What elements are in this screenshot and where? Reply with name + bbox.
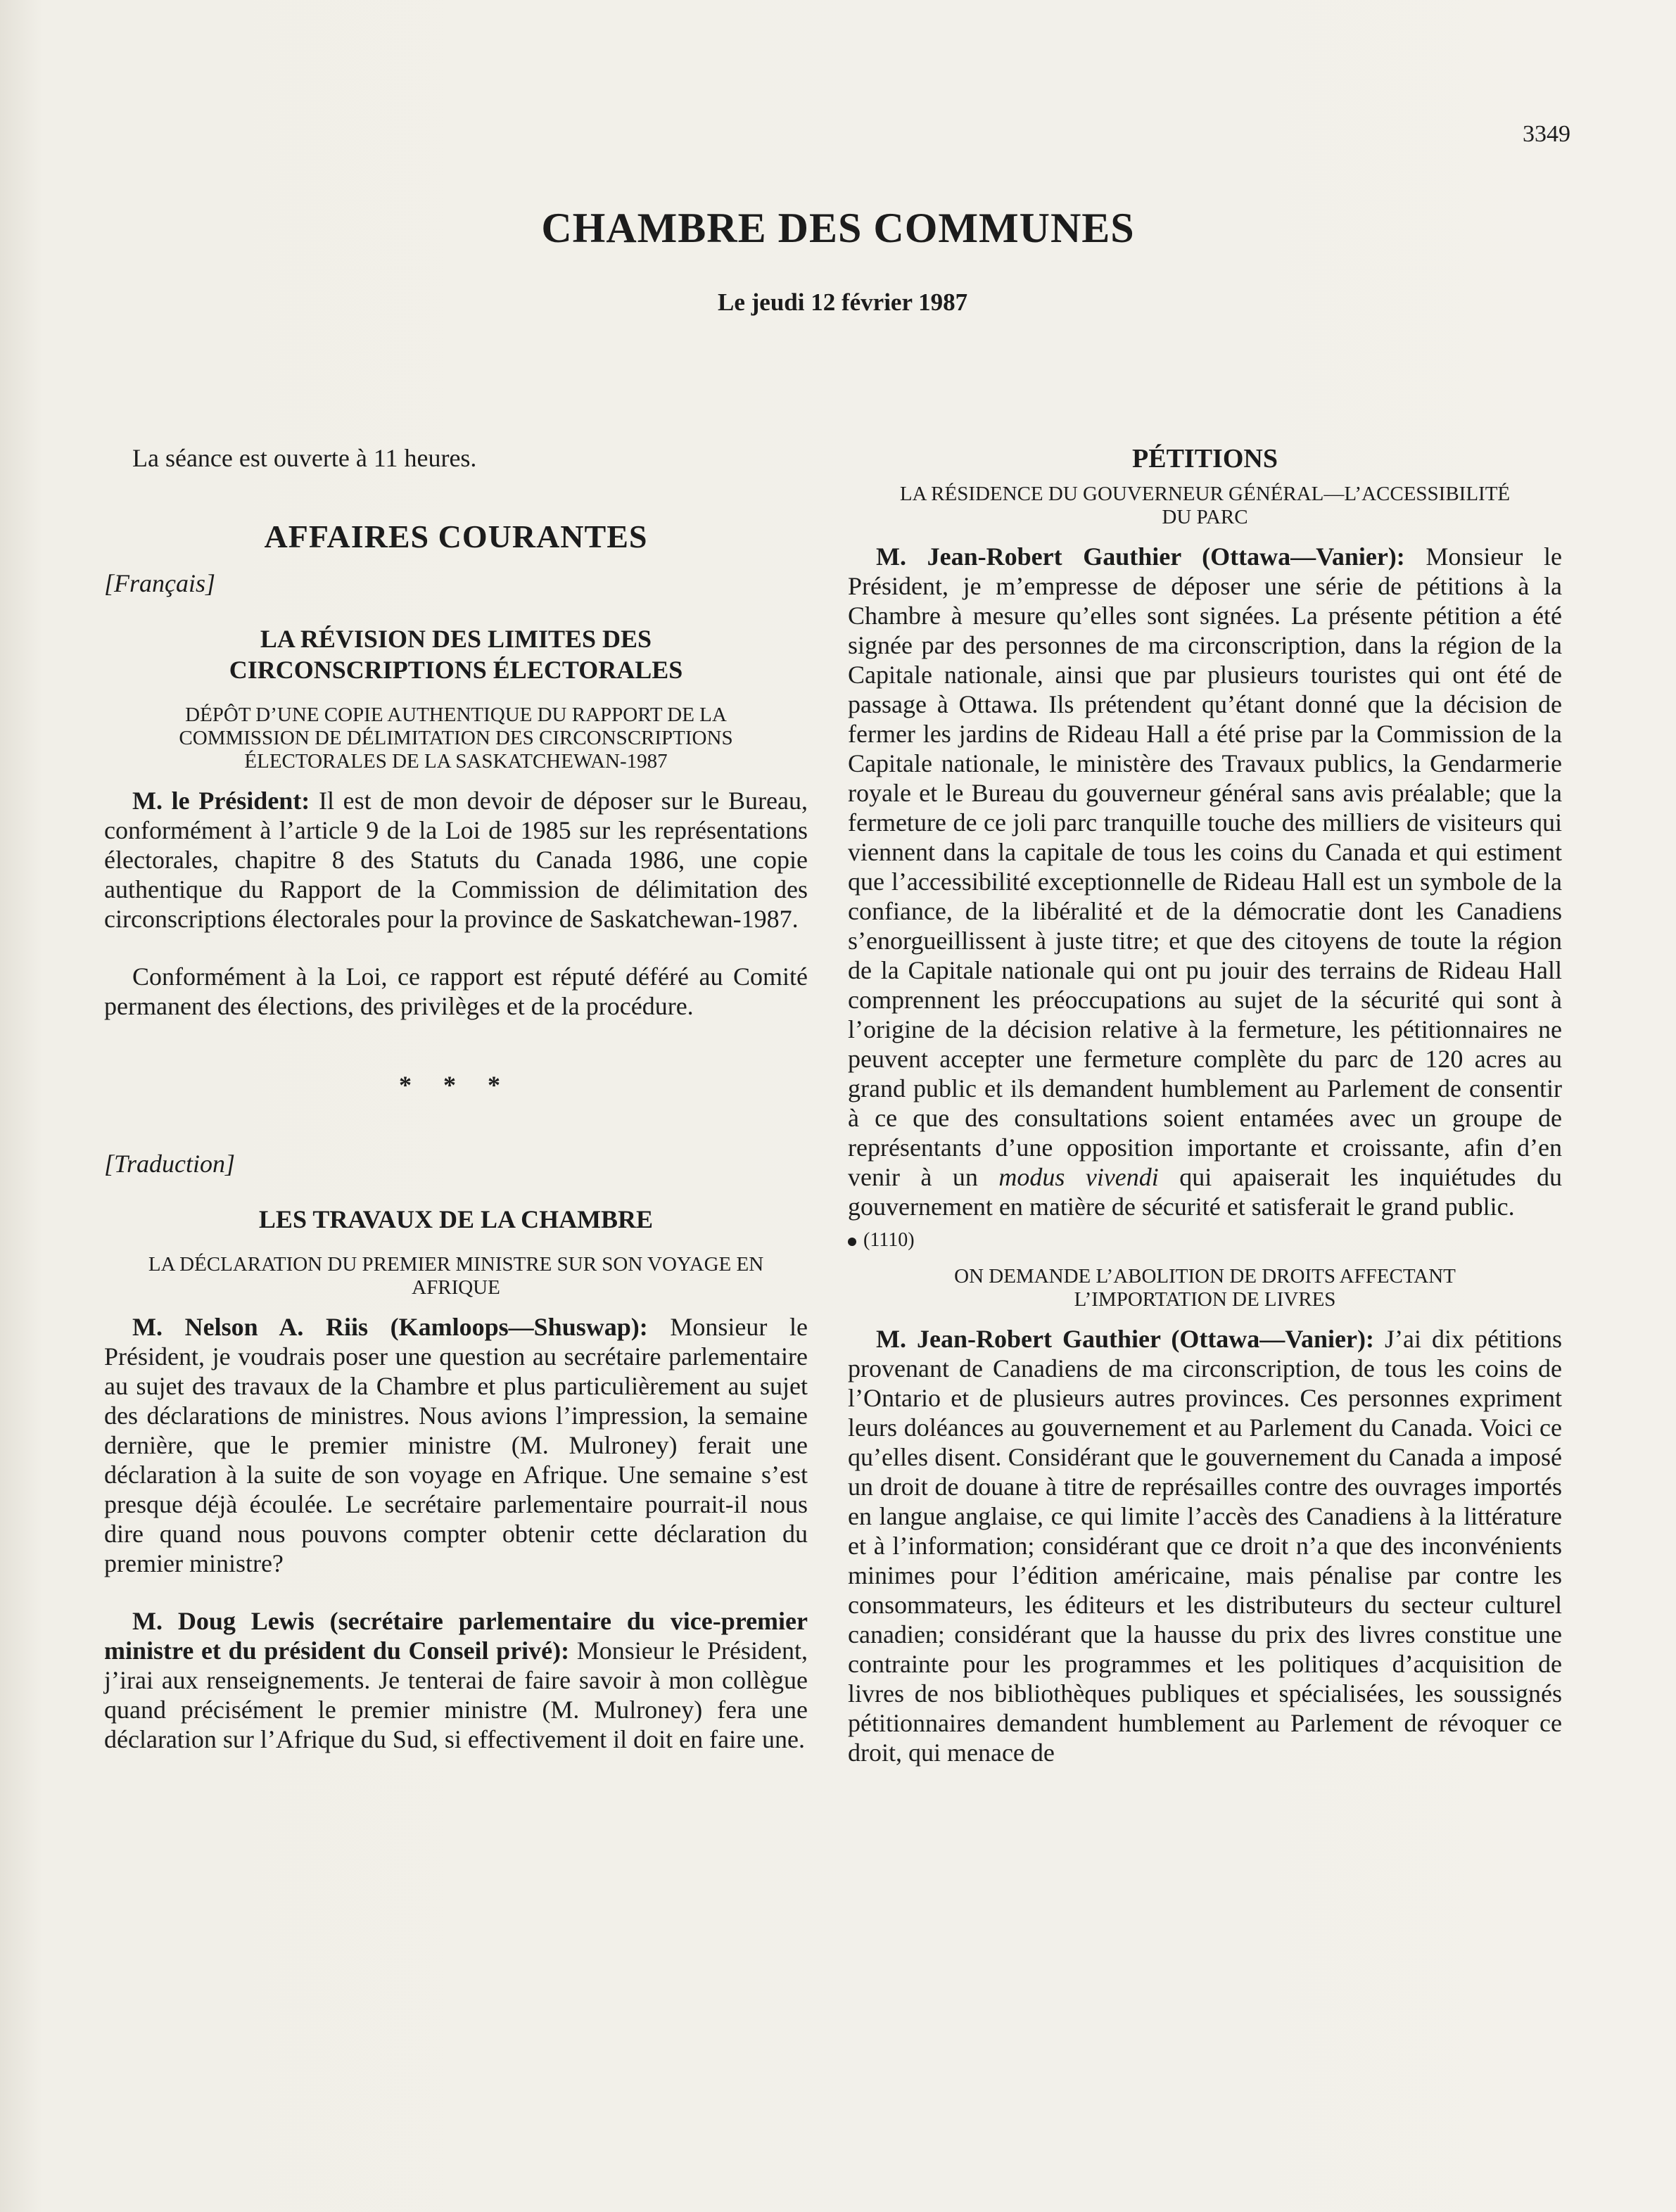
paragraph-lewis — [104, 1606, 808, 1754]
speaker-name: M. le Président: — [132, 787, 310, 815]
subheading-line: AFRIQUE — [412, 1276, 500, 1299]
speech-text: Monsieur le Président, j’irai aux renseignements. Je tenterai de faire savoir à mon collègue quand précisément le premier ministre (M. Mulroney) fera une déclaration sur l’Afrique du Sud, si effectivement il doit en faire une. — [104, 1636, 808, 1753]
subheading-depot-rapport — [104, 704, 808, 773]
speech-italic: modus vivendi — [998, 1163, 1159, 1191]
paragraph-conformement: Conformément à la Loi, ce rapport est réputé déféré au Comité permanent des élections, des privilèges et de la procédure. — [104, 962, 808, 1020]
speech-text: Monsieur le Président, je m’empresse de déposer une série de pétitions à la Chambre à mesure qu’elles sont signées. La présente pétition a été signée par des personnes de ma circonscription, dans la région de la Capitale nationale, ainsi que par plusieurs touristes qui ont été de passage à Ottawa. Ils prétendent qu’étant donné que la décision de fermer les jardins de Rideau Hall a été prise par la Commission de la Capitale nationale, le ministère des Travaux publics, la Gendarmerie royale et le Bureau du gouverneur général sans avis préalable; que la fermeture de ce joli parc tranquille touche des milliers de visiteurs qui viennent dans la capitale de tous les coins du Canada et qui estiment que l’accessibilité exceptionnelle de Rideau Hall est un symbole de la confiance, de la libéralité et de la démocratie dont les Canadiens s’enorgueillissent à juste titre; et que des citoyens de toute la région de la Capitale nationale qui ont pu jouir des terrains de Rideau Hall comprennent les préoccupations au sujet de la sécurité qui sont à l’origine de la décision relative à la fermeture, les pétitionnaires ne peuvent accepter une fermeture complète du parc de 120 acres au grand public et ils demandent humblement au Parlement de consentir à ce que des consultations soient entamées avec un groupe de représentants d’une opposition importante et croissante, afin d’en venir à un — [848, 542, 1563, 1191]
speech-text: J’ai dix pétitions provenant de Canadiens de ma circonscription, de tous les coins de l’Ontario et de plusieurs autres provinces. Ces personnes expriment leurs doléances au gouvernement et au Parlement du Canada. Voici ce qu’elles disent. Considérant que le gouvernement du Canada a imposé un droit de douane à titre de représailles contre des ouvrages importés en langue anglaise, ce qui limite l’accès des Canadiens à la littérature et à l’information; considérant que ce droit n’a que des inconvénients minimes pour l’édition américaine, mais pénalise par contre les consommateurs, les éditeurs et les distributeurs du secteur culturel canadien; considérant que la hausse du prix des livres constitue une contrainte pour les programmes et les politiques d’acquisition de livres de nos bibliothèques publiques et spécialisées, les soussignés pétitionnaires demandent humblement au Parlement de révoquer ce droit, qui menace de — [848, 1325, 1562, 1767]
section-heading-affaires-courantes: AFFAIRES COURANTES — [264, 519, 648, 554]
subheading-line: DU PARC — [1162, 506, 1248, 528]
heading-travaux-chambre: LES TRAVAUX DE LA CHAMBRE — [258, 1205, 654, 1233]
page-title: CHAMBRE DES COMMUNES — [541, 205, 1135, 251]
speaker-name: M. Jean-Robert Gauthier (Ottawa—Vanier): — [876, 1325, 1374, 1353]
speech-text: Il est de mon devoir de déposer sur le Bureau, conformément à l’article 9 de la Loi de 1985 sur les représentations électorales, chapitre 8 des Statuts du Canada 1986, une copie authentique du Rapport de la Commission de délimitation des circonscriptions électorales pour la province de Saskatchewan-1987. — [104, 787, 808, 933]
heading-line: CIRCONSCRIPTIONS ÉLECTORALES — [229, 656, 683, 684]
language-tag-francais: [Français] — [104, 569, 216, 597]
language-tag-traduction: [Traduction] — [104, 1150, 236, 1178]
subheading-line: DÉPÔT D’UNE COPIE AUTHENTIQUE DU RAPPORT DE LA — [185, 704, 727, 726]
speech-text: qui apaiserait les inquiétudes du gouvernement en matière de sécurité et satisferait le grand public. — [848, 1163, 1562, 1221]
speech-text: Monsieur le Président, je voudrais poser une question au secrétaire parlementaire au sujet des travaux de la Chambre et plus particulièrement au sujet des déclarations de ministres. Nous avions l’impression, la semaine dernière, que le premier ministre (M. Mulroney) ferait une déclaration à la suite de son voyage en Afrique. Une semaine s’est presque déjà écoulée. Le secrétaire parlementaire pourrait-il nous dire quand nous pouvons compter obtenir cette déclaration du premier ministre? — [104, 1313, 808, 1577]
left-column — [104, 443, 808, 1754]
subheading-line: ON DEMANDE L’ABOLITION DE DROITS AFFECTANT — [954, 1265, 1456, 1288]
opening-line: La séance est ouverte à 11 heures. — [132, 444, 477, 472]
subheading-line: ÉLECTORALES DE LA SASKATCHEWAN-1987 — [244, 750, 668, 773]
paragraph-riis — [104, 1312, 808, 1578]
section-separator: * * * — [399, 1071, 513, 1099]
subheading-line: LA RÉSIDENCE DU GOUVERNEUR GÉNÉRAL—L’ACCESSIBILITÉ — [899, 483, 1511, 505]
paragraph-president — [104, 786, 808, 934]
subheading-line: LA DÉCLARATION DU PREMIER MINISTRE SUR SON VOYAGE EN — [148, 1253, 764, 1276]
right-column — [848, 443, 1562, 1767]
subheading-declaration-afrique — [104, 1253, 808, 1299]
subheading-residence-gouverneur — [848, 483, 1562, 529]
subheading-line: COMMISSION DE DÉLIMITATION DES CIRCONSCRIPTIONS — [179, 727, 733, 749]
heading-petitions: PÉTITIONS — [1132, 444, 1278, 473]
heading-revision-limites — [104, 623, 808, 685]
speaker-name: M. Jean-Robert Gauthier (Ottawa—Vanier): — [876, 542, 1405, 571]
bullet-icon — [848, 1238, 856, 1246]
paragraph-gauthier-2 — [848, 1324, 1562, 1767]
time-marker — [848, 1226, 1562, 1255]
sitting-date: Le jeudi 12 février 1987 — [718, 288, 968, 316]
time-marker-label: (1110) — [863, 1229, 915, 1251]
speaker-name: M. Nelson A. Riis (Kamloops—Shuswap): — [132, 1313, 648, 1341]
subheading-abolition-droits — [848, 1265, 1562, 1311]
paragraph-gauthier-1 — [848, 542, 1562, 1221]
subheading-line: L’IMPORTATION DE LIVRES — [1074, 1288, 1336, 1311]
heading-line: LA RÉVISION DES LIMITES DES — [260, 625, 652, 653]
page-number: 3349 — [1523, 121, 1570, 147]
speaker-name: M. Doug Lewis (secrétaire parlementaire du vice-premier ministre et du président du Conseil privé): — [104, 1607, 808, 1665]
